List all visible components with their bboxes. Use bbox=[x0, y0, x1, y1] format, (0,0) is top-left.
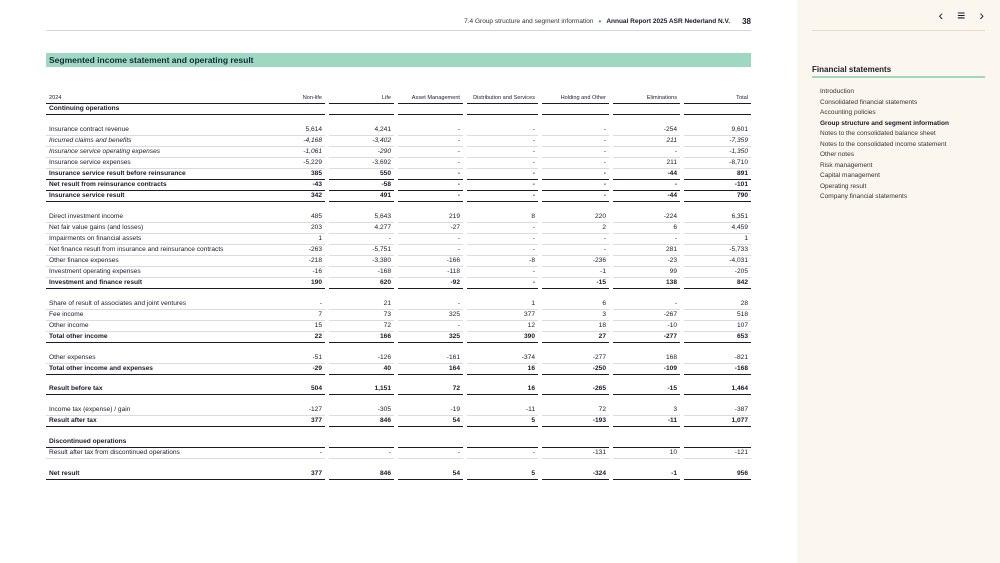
value-cell bbox=[613, 437, 680, 448]
value-cell: -224 bbox=[613, 212, 680, 223]
row-label: Other income bbox=[46, 320, 256, 331]
value-cell: -236 bbox=[542, 255, 609, 266]
value-cell: -4,168 bbox=[256, 135, 325, 146]
table-row bbox=[46, 157, 751, 168]
value-cell: - bbox=[467, 277, 538, 288]
value-cell: 6 bbox=[613, 222, 680, 233]
value-cell: -51 bbox=[256, 353, 325, 364]
value-cell: 211 bbox=[613, 135, 680, 146]
value-cell: -4,031 bbox=[684, 255, 751, 266]
value-cell: - bbox=[467, 190, 538, 201]
table-row bbox=[46, 135, 751, 146]
value-cell: 5,614 bbox=[256, 125, 325, 136]
table-row bbox=[46, 416, 751, 427]
value-cell: -161 bbox=[398, 353, 463, 364]
spacer-cell bbox=[46, 459, 751, 469]
value-cell: -250 bbox=[542, 363, 609, 374]
value-cell: -821 bbox=[684, 353, 751, 364]
value-cell: - bbox=[467, 448, 538, 459]
value-cell: -23 bbox=[613, 255, 680, 266]
value-cell: -1 bbox=[613, 469, 680, 480]
value-cell: -324 bbox=[542, 469, 609, 480]
value-cell: -118 bbox=[398, 266, 463, 277]
value-cell: 5,643 bbox=[329, 212, 394, 223]
sidebar-nav-item[interactable]: Risk management bbox=[820, 161, 873, 169]
value-cell: 107 bbox=[684, 320, 751, 331]
value-cell: 504 bbox=[256, 384, 325, 395]
value-cell: -131 bbox=[542, 448, 609, 459]
value-cell: 377 bbox=[256, 416, 325, 427]
header-dot-icon: • bbox=[598, 17, 602, 26]
spacer-row bbox=[46, 115, 751, 125]
row-label: Investment operating expenses bbox=[46, 266, 256, 277]
value-cell bbox=[542, 104, 609, 115]
header-section[interactable]: 7.4 Group structure and segment information bbox=[464, 18, 594, 25]
value-cell: 8 bbox=[467, 212, 538, 223]
sidebar-title[interactable]: Financial statements bbox=[812, 65, 985, 78]
row-label: Total other income bbox=[46, 331, 256, 342]
value-cell: -1,350 bbox=[684, 146, 751, 157]
value-cell bbox=[398, 104, 463, 115]
header-report-title: Annual Report 2025 ASR Nederland N.V. bbox=[606, 18, 731, 25]
value-cell: 842 bbox=[684, 277, 751, 288]
value-cell: -44 bbox=[613, 168, 680, 179]
section-row bbox=[46, 437, 751, 448]
table-row bbox=[46, 320, 751, 331]
value-cell: -254 bbox=[613, 125, 680, 136]
value-cell: -15 bbox=[613, 384, 680, 395]
column-header: 2024 bbox=[46, 93, 256, 104]
spacer-row bbox=[46, 374, 751, 384]
value-cell: 168 bbox=[613, 353, 680, 364]
value-cell: 325 bbox=[398, 309, 463, 320]
nav-buttons bbox=[938, 8, 984, 22]
value-cell: 73 bbox=[329, 309, 394, 320]
row-label: Direct investment income bbox=[46, 212, 256, 223]
column-header: Life bbox=[329, 93, 394, 104]
value-cell: -7,359 bbox=[684, 135, 751, 146]
value-cell: 10 bbox=[613, 448, 680, 459]
value-cell: 3 bbox=[542, 309, 609, 320]
value-cell: - bbox=[542, 146, 609, 157]
value-cell: -168 bbox=[684, 363, 751, 374]
table-row bbox=[46, 146, 751, 157]
value-cell: - bbox=[542, 244, 609, 255]
value-cell: - bbox=[398, 244, 463, 255]
value-cell: -3,380 bbox=[329, 255, 394, 266]
sidebar-nav-item[interactable]: Group structure and segment information bbox=[820, 119, 949, 127]
value-cell: -126 bbox=[329, 353, 394, 364]
value-cell: 164 bbox=[398, 363, 463, 374]
value-cell: 18 bbox=[542, 320, 609, 331]
value-cell: 485 bbox=[256, 212, 325, 223]
column-header: Holding and Other bbox=[542, 93, 609, 104]
spacer-row bbox=[46, 427, 751, 437]
value-cell: - bbox=[542, 168, 609, 179]
row-label: Net result from reinsurance contracts bbox=[46, 179, 256, 190]
value-cell: 491 bbox=[329, 190, 394, 201]
value-cell: 281 bbox=[613, 244, 680, 255]
row-label: Share of result of associates and joint ventures bbox=[46, 299, 256, 310]
value-cell: 40 bbox=[329, 363, 394, 374]
table-row bbox=[46, 125, 751, 136]
value-cell: -290 bbox=[329, 146, 394, 157]
value-cell: 138 bbox=[613, 277, 680, 288]
sidebar-nav-item[interactable]: Introduction bbox=[820, 88, 854, 95]
value-cell: 653 bbox=[684, 331, 751, 342]
value-cell: - bbox=[467, 266, 538, 277]
value-cell: 956 bbox=[684, 469, 751, 480]
spacer-cell bbox=[46, 427, 751, 437]
value-cell: 5 bbox=[467, 469, 538, 480]
value-cell: -121 bbox=[684, 448, 751, 459]
value-cell: - bbox=[398, 157, 463, 168]
value-cell: - bbox=[467, 146, 538, 157]
value-cell: 1 bbox=[684, 233, 751, 244]
value-cell: -277 bbox=[542, 353, 609, 364]
value-cell: -109 bbox=[613, 363, 680, 374]
value-cell: - bbox=[542, 233, 609, 244]
value-cell: -218 bbox=[256, 255, 325, 266]
row-label: Investment and finance result bbox=[46, 277, 256, 288]
value-cell: -263 bbox=[256, 244, 325, 255]
table-row bbox=[46, 448, 751, 459]
row-label: Net fair value gains (and losses) bbox=[46, 222, 256, 233]
value-cell: -16 bbox=[256, 266, 325, 277]
row-label: Fee income bbox=[46, 309, 256, 320]
spacer-cell bbox=[46, 115, 751, 125]
value-cell: - bbox=[398, 135, 463, 146]
table-row bbox=[46, 277, 751, 288]
table-row bbox=[46, 331, 751, 342]
value-cell: - bbox=[398, 299, 463, 310]
spacer-cell bbox=[46, 395, 751, 405]
value-cell: 1,464 bbox=[684, 384, 751, 395]
table-row bbox=[46, 255, 751, 266]
table-header-row bbox=[46, 93, 751, 104]
row-label: Result after tax bbox=[46, 416, 256, 427]
value-cell: - bbox=[467, 125, 538, 136]
value-cell: 790 bbox=[684, 190, 751, 201]
value-cell: 9,601 bbox=[684, 125, 751, 136]
menu-icon[interactable]: ≡ bbox=[957, 7, 966, 23]
value-cell: -5,733 bbox=[684, 244, 751, 255]
value-cell: 220 bbox=[542, 212, 609, 223]
spacer-row bbox=[46, 459, 751, 469]
value-cell bbox=[398, 437, 463, 448]
value-cell: -5,229 bbox=[256, 157, 325, 168]
value-cell: -277 bbox=[613, 331, 680, 342]
value-cell: - bbox=[467, 244, 538, 255]
section-row bbox=[46, 104, 751, 115]
sidebar-nav-item[interactable]: Consolidated financial statements bbox=[820, 98, 918, 106]
table-row bbox=[46, 190, 751, 201]
value-cell: 3 bbox=[613, 405, 680, 416]
value-cell: 891 bbox=[684, 168, 751, 179]
value-cell: - bbox=[398, 448, 463, 459]
column-header: Total bbox=[684, 93, 751, 104]
value-cell bbox=[329, 104, 394, 115]
value-cell: 16 bbox=[467, 363, 538, 374]
value-cell bbox=[542, 437, 609, 448]
value-cell: -205 bbox=[684, 266, 751, 277]
value-cell: - bbox=[467, 222, 538, 233]
value-cell: - bbox=[467, 233, 538, 244]
value-cell: -10 bbox=[613, 320, 680, 331]
value-cell: 2 bbox=[542, 222, 609, 233]
value-cell: -305 bbox=[329, 405, 394, 416]
value-cell: 190 bbox=[256, 277, 325, 288]
value-cell: - bbox=[467, 157, 538, 168]
sidebar-nav-item[interactable]: Company financial statements bbox=[820, 193, 908, 200]
value-cell: -101 bbox=[684, 179, 751, 190]
value-cell: - bbox=[542, 190, 609, 201]
value-cell: - bbox=[398, 125, 463, 136]
value-cell: 1,151 bbox=[329, 384, 394, 395]
value-cell: 12 bbox=[467, 320, 538, 331]
value-cell: 72 bbox=[542, 405, 609, 416]
spacer-cell bbox=[46, 374, 751, 384]
sidebar-nav-item[interactable]: Other notes bbox=[820, 151, 854, 158]
row-label: Insurance contract revenue bbox=[46, 125, 256, 136]
value-cell: 550 bbox=[329, 168, 394, 179]
value-cell: - bbox=[613, 299, 680, 310]
column-header: Asset Management bbox=[398, 93, 463, 104]
value-cell: - bbox=[398, 146, 463, 157]
row-label: Insurance service expenses bbox=[46, 157, 256, 168]
spacer-row bbox=[46, 288, 751, 298]
value-cell: - bbox=[542, 125, 609, 136]
value-cell: -374 bbox=[467, 353, 538, 364]
table-row bbox=[46, 469, 751, 480]
value-cell: 54 bbox=[398, 416, 463, 427]
value-cell: 27 bbox=[542, 331, 609, 342]
row-label: Other finance expenses bbox=[46, 255, 256, 266]
table-row bbox=[46, 363, 751, 374]
value-cell: 5 bbox=[467, 416, 538, 427]
value-cell: - bbox=[542, 179, 609, 190]
spacer-cell bbox=[46, 288, 751, 298]
table-row bbox=[46, 233, 751, 244]
sidebar-nav-item[interactable]: Operating result bbox=[820, 182, 867, 190]
value-cell: - bbox=[329, 448, 394, 459]
value-cell: -43 bbox=[256, 179, 325, 190]
section-title: Segmented income statement and operating result bbox=[46, 53, 751, 67]
value-cell: - bbox=[467, 168, 538, 179]
row-label: Result before tax bbox=[46, 384, 256, 395]
value-cell: -27 bbox=[398, 222, 463, 233]
spacer-row bbox=[46, 395, 751, 405]
table-row bbox=[46, 405, 751, 416]
value-cell: 72 bbox=[398, 384, 463, 395]
page-header bbox=[46, 13, 751, 31]
value-cell: -267 bbox=[613, 309, 680, 320]
value-cell: -11 bbox=[613, 416, 680, 427]
value-cell: 21 bbox=[329, 299, 394, 310]
value-cell: -44 bbox=[613, 190, 680, 201]
value-cell: - bbox=[256, 299, 325, 310]
table-row bbox=[46, 353, 751, 364]
value-cell: 1 bbox=[256, 233, 325, 244]
spacer-row bbox=[46, 342, 751, 352]
row-label: Total other income and expenses bbox=[46, 363, 256, 374]
row-label: Income tax (expense) / gain bbox=[46, 405, 256, 416]
row-label: Net finance result from insurance and reinsurance contracts bbox=[46, 244, 256, 255]
sidebar-nav-item[interactable]: Notes to the consolidated balance sheet bbox=[820, 130, 936, 137]
table-row bbox=[46, 212, 751, 223]
value-cell: 377 bbox=[256, 469, 325, 480]
value-cell bbox=[256, 437, 325, 448]
value-cell: 620 bbox=[329, 277, 394, 288]
segment-income-table bbox=[46, 93, 751, 480]
value-cell: - bbox=[467, 135, 538, 146]
value-cell: 166 bbox=[329, 331, 394, 342]
row-label: Net result bbox=[46, 469, 256, 480]
table-row bbox=[46, 179, 751, 190]
value-cell: 518 bbox=[684, 309, 751, 320]
table-row bbox=[46, 168, 751, 179]
row-label: Result after tax from discontinued operations bbox=[46, 448, 256, 459]
sidebar-nav-item[interactable]: Accounting policies bbox=[820, 109, 876, 116]
value-cell: -193 bbox=[542, 416, 609, 427]
value-cell: -265 bbox=[542, 384, 609, 395]
row-label: Impairments on financial assets bbox=[46, 233, 256, 244]
table-row bbox=[46, 309, 751, 320]
value-cell: -1 bbox=[542, 266, 609, 277]
value-cell: -127 bbox=[256, 405, 325, 416]
value-cell: -387 bbox=[684, 405, 751, 416]
value-cell: 4,459 bbox=[684, 222, 751, 233]
value-cell: 211 bbox=[613, 157, 680, 168]
value-cell: 7 bbox=[256, 309, 325, 320]
value-cell: 342 bbox=[256, 190, 325, 201]
value-cell: 390 bbox=[467, 331, 538, 342]
value-cell: 377 bbox=[467, 309, 538, 320]
table-row bbox=[46, 244, 751, 255]
value-cell: - bbox=[398, 190, 463, 201]
row-label: Other expenses bbox=[46, 353, 256, 364]
value-cell: -19 bbox=[398, 405, 463, 416]
value-cell: -11 bbox=[467, 405, 538, 416]
value-cell bbox=[329, 437, 394, 448]
spacer-cell bbox=[46, 201, 751, 211]
value-cell: -8,710 bbox=[684, 157, 751, 168]
value-cell: 219 bbox=[398, 212, 463, 223]
value-cell: 15 bbox=[256, 320, 325, 331]
value-cell bbox=[467, 437, 538, 448]
value-cell: 385 bbox=[256, 168, 325, 179]
value-cell: - bbox=[613, 233, 680, 244]
value-cell: 1 bbox=[467, 299, 538, 310]
sidebar bbox=[797, 0, 1000, 563]
row-label: Continuing operations bbox=[46, 104, 256, 115]
value-cell: -58 bbox=[329, 179, 394, 190]
value-cell: 325 bbox=[398, 331, 463, 342]
value-cell: 28 bbox=[684, 299, 751, 310]
value-cell: 99 bbox=[613, 266, 680, 277]
value-cell: 54 bbox=[398, 469, 463, 480]
value-cell: 72 bbox=[329, 320, 394, 331]
column-header: Eliminations bbox=[613, 93, 680, 104]
chevron-left-icon[interactable]: ‹ bbox=[938, 7, 944, 23]
value-cell bbox=[467, 104, 538, 115]
spacer-row bbox=[46, 201, 751, 211]
page-number: 38 bbox=[742, 17, 751, 26]
table-row bbox=[46, 266, 751, 277]
value-cell: -5,751 bbox=[329, 244, 394, 255]
value-cell: 203 bbox=[256, 222, 325, 233]
sidebar-nav-item[interactable]: Notes to the consolidated income statement bbox=[820, 140, 947, 148]
value-cell: 4,241 bbox=[329, 125, 394, 136]
value-cell: -92 bbox=[398, 277, 463, 288]
table-row bbox=[46, 384, 751, 395]
value-cell: - bbox=[398, 233, 463, 244]
sidebar-nav-item[interactable]: Capital management bbox=[820, 172, 880, 179]
table-row bbox=[46, 299, 751, 310]
column-header: Non-life bbox=[256, 93, 325, 104]
column-header: Distribution and Services bbox=[467, 93, 538, 104]
value-cell: -166 bbox=[398, 255, 463, 266]
value-cell bbox=[684, 104, 751, 115]
value-cell: - bbox=[329, 233, 394, 244]
value-cell bbox=[684, 437, 751, 448]
value-cell: -3,402 bbox=[329, 135, 394, 146]
table-row bbox=[46, 222, 751, 233]
value-cell: 16 bbox=[467, 384, 538, 395]
value-cell: - bbox=[613, 146, 680, 157]
row-label: Insurance service result bbox=[46, 190, 256, 201]
row-label: Incurred claims and benefits bbox=[46, 135, 256, 146]
value-cell: - bbox=[467, 179, 538, 190]
value-cell: - bbox=[542, 135, 609, 146]
value-cell: -29 bbox=[256, 363, 325, 374]
spacer-cell bbox=[46, 342, 751, 352]
value-cell: 1,077 bbox=[684, 416, 751, 427]
value-cell: 6,351 bbox=[684, 212, 751, 223]
value-cell: -8 bbox=[467, 255, 538, 266]
value-cell bbox=[613, 104, 680, 115]
value-cell: -168 bbox=[329, 266, 394, 277]
value-cell: 4,277 bbox=[329, 222, 394, 233]
value-cell: - bbox=[398, 320, 463, 331]
sidebar-divider bbox=[812, 30, 985, 31]
value-cell: 846 bbox=[329, 416, 394, 427]
chevron-right-icon[interactable]: › bbox=[979, 7, 984, 23]
value-cell: - bbox=[256, 448, 325, 459]
value-cell: - bbox=[542, 157, 609, 168]
value-cell: 6 bbox=[542, 299, 609, 310]
value-cell: -15 bbox=[542, 277, 609, 288]
sidebar-nav-list bbox=[820, 87, 949, 203]
value-cell: - bbox=[398, 179, 463, 190]
row-label: Insurance service operating expenses bbox=[46, 146, 256, 157]
value-cell: - bbox=[613, 179, 680, 190]
value-cell: -1,061 bbox=[256, 146, 325, 157]
row-label: Discontinued operations bbox=[46, 437, 256, 448]
value-cell: - bbox=[398, 168, 463, 179]
value-cell bbox=[256, 104, 325, 115]
value-cell: 22 bbox=[256, 331, 325, 342]
value-cell: -3,692 bbox=[329, 157, 394, 168]
row-label: Insurance service result before reinsurance bbox=[46, 168, 256, 179]
value-cell: 846 bbox=[329, 469, 394, 480]
